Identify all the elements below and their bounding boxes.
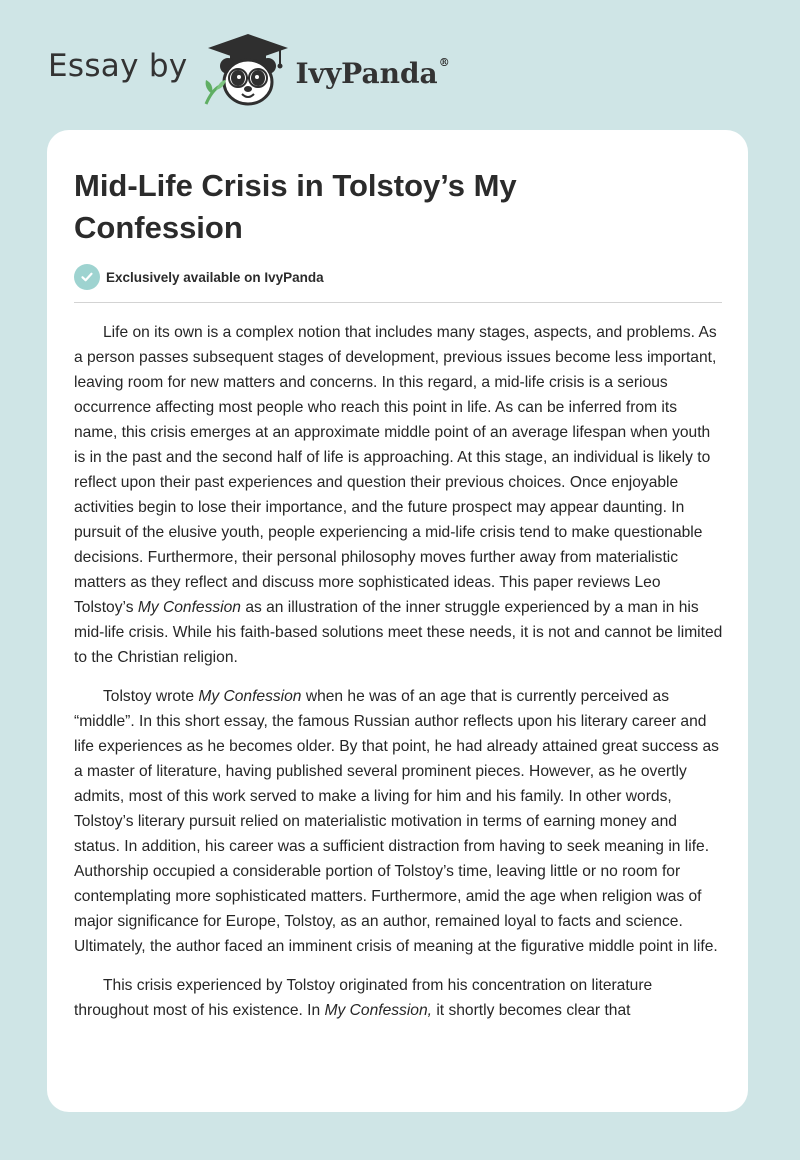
brand-name-text: IvyPanda: [295, 56, 438, 90]
paragraph-2-text-a: Tolstoy wrote: [103, 688, 199, 705]
divider: [74, 302, 722, 303]
brand-prefix: Essay by: [48, 48, 188, 84]
paragraph-2: [74, 684, 724, 959]
book-title-italic: My Confession: [198, 688, 302, 705]
exclusive-badge: [74, 264, 324, 290]
paragraph-3-text-a: This crisis experienced by Tolstoy originated from his concentration on literature throughout most of his existence. In: [74, 977, 653, 1019]
paragraph-3-text-b: it shortly becomes clear that: [431, 1002, 631, 1019]
panda-graduate-icon[interactable]: [200, 30, 296, 110]
registered-mark: ®: [438, 56, 450, 70]
site-header: [48, 30, 450, 110]
essay-body: [74, 320, 724, 1037]
paragraph-1: [74, 320, 724, 670]
badge-text: Exclusively available on IvyPanda: [106, 269, 324, 285]
paragraph-1-text-b: as an illustration of the inner struggle experienced by a man in his mid-life crisis. While his faith-based solutions meet these needs, it is not and cannot be limited to the Christian religion.: [74, 599, 723, 666]
essay-card: [47, 130, 748, 1112]
book-title-italic: My Confession: [137, 599, 241, 616]
brand-name[interactable]: [296, 57, 450, 90]
paragraph-1-text-a: Life on its own is a complex notion that includes many stages, aspects, and problems. As a person passes subsequent stages of development, previous issues become less important, leaving room for new matters and concerns. In this regard, a mid-life crisis is a serious occurrence affecting most people who reach this point in life. As can be inferred from its name, this crisis emerges at an approximate middle point of an average lifespan when youth is in the past and the second half of life is approaching. At this stage, an individual is likely to reflect upon their past experiences and question their previous choices. Once enjoyable activities begin to lose their importance, and the future prospect may appear daunting. In pursuit of the elusive youth, people experiencing a mid-life crisis tend to make questionable decisions. Furthermore, their personal philosophy moves further away from materialistic matters as they reflect and discuss more sophisticated ideas. This paper reviews Leo Tolstoy’s: [74, 324, 717, 616]
paragraph-3: [74, 973, 724, 1023]
check-circle-icon: [74, 264, 100, 290]
page-title: Mid-Life Crisis in Tolstoy’s My Confession: [74, 168, 517, 245]
book-title-italic: My Confession,: [324, 1002, 432, 1019]
paragraph-2-text-b: when he was of an age that is currently perceived as “middle”. In this short essay, the famous Russian author reflects upon his literary career and life experiences as he becomes older. By that point, he had already attained great success as a master of literature, having published several prominent pieces. However, as he overtly admits, most of this work served to make a living for him and his family. In other words, Tolstoy’s literary pursuit relied on materialistic motivation in terms of earning money and status. In addition, his career was a sufficient distraction from having to seek meaning in life. Authorship occupied a considerable portion of Tolstoy’s time, leaving little or no room for contemplating more sophisticated matters. Furthermore, amid the age when religion was of major significance for Europe, Tolstoy, as an author, remained loyal to facts and science. Ultimately, the author faced an imminent crisis of meaning at the figurative middle point in life.: [74, 688, 719, 955]
